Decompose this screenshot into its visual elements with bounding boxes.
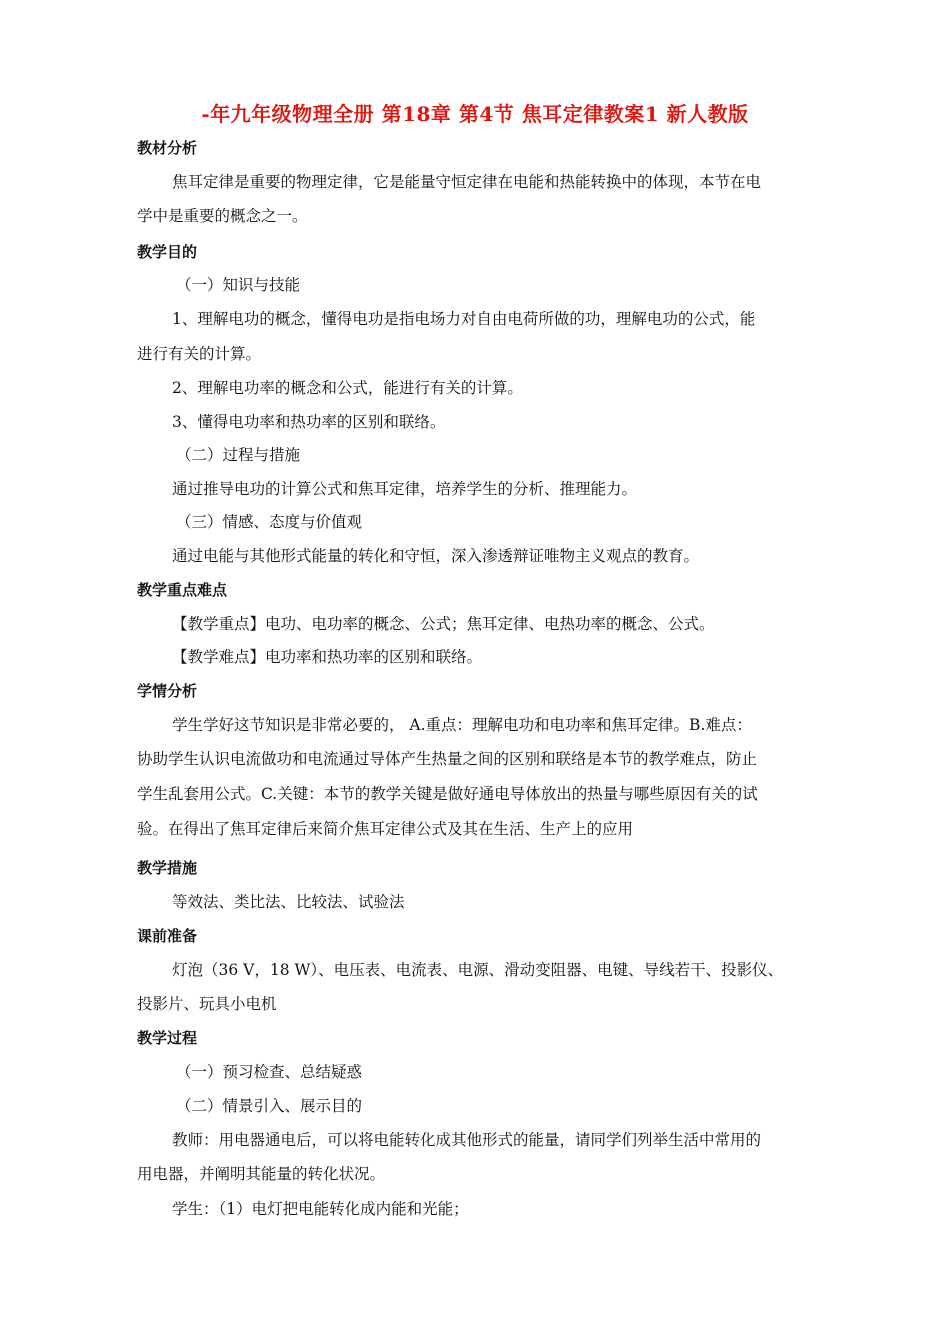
heading-goals: 教学目的 [137, 243, 198, 261]
heading-prep: 课前准备 [137, 927, 198, 945]
prep-line2: 投影片、玩具小电机 [137, 995, 277, 1013]
students-line1: 学生学好这节知识是非常必要的， A.重点：理解电功和电功率和焦耳定律。B.难点： [172, 716, 752, 734]
goals-item3: 3、懂得电功率和热功率的区别和联络。 [172, 413, 446, 431]
process-student-line1: 学生：（1）电灯把电能转化成内能和光能； [172, 1200, 469, 1218]
students-line4: 验。在得出了焦耳定律后来简介焦耳定律公式及其在生活、生产上的应用 [137, 820, 634, 838]
heading-keypoints: 教学重点难点 [137, 581, 228, 599]
methods-text: 等效法、类比法、比较法、试验法 [172, 893, 405, 911]
goals-item2: 2、理解电功率的概念和公式，能进行有关的计算。 [172, 379, 523, 397]
process-teacher-line1: 教师：用电器通电后，可以将电能转化成其他形式的能量，请同学们列举生活中常用的 [172, 1131, 762, 1149]
goals-attitude-text: 通过电能与其他形式能量的转化和守恒，深入渗透辩证唯物主义观点的教育。 [172, 547, 700, 565]
students-line3: 学生乱套用公式。C.关键：本节的教学关键是做好通电导体放出的热量与哪些原因有关的试 [137, 785, 758, 803]
prep-line1: 灯泡（36 V，18 W）、电压表、电流表、电源、滑动变阻器、电键、导线若干、投影仪、 [172, 961, 784, 979]
keypoints-focus: 【教学重点】电功、电功率的概念、公式；焦耳定律、电热功率的概念、公式。 [172, 615, 715, 633]
students-line2: 协助学生认识电流做功和电流通过导体产生热量之间的区别和联络是本节的教学难点，防止 [137, 750, 758, 768]
process-teacher-line2: 用电器，并阐明其能量的转化状况。 [137, 1165, 386, 1183]
heading-methods: 教学措施 [137, 859, 198, 877]
goals-subheading-process: （二）过程与措施 [176, 446, 301, 464]
process-subheading-preview: （一）预习检查、总结疑惑 [176, 1063, 363, 1081]
heading-students: 学情分析 [137, 682, 198, 700]
analysis-paragraph-line1: 焦耳定律是重要的物理定律，它是能量守恒定律在电能和热能转换中的体现，本节在电 [172, 173, 762, 191]
process-subheading-intro: （二）情景引入、展示目的 [176, 1097, 363, 1115]
goals-item1-line2: 进行有关的计算。 [137, 345, 262, 363]
analysis-paragraph-line2: 学中是重要的概念之一。 [137, 207, 308, 225]
document-title: -年九年级物理全册 第18章 第4节 焦耳定律教案1 新人教版 [201, 102, 749, 126]
goals-subheading-knowledge: （一）知识与技能 [176, 276, 301, 294]
goals-process-text: 通过推导电功的计算公式和焦耳定律，培养学生的分析、推理能力。 [172, 480, 638, 498]
goals-item1-line1: 1、理解电功的概念，懂得电功是指电场力对自由电荷所做的功，理解电功的公式，能 [172, 310, 756, 328]
heading-process: 教学过程 [137, 1029, 198, 1047]
keypoints-difficulty: 【教学难点】电功率和热功率的区别和联络。 [172, 648, 483, 666]
goals-subheading-attitude: （三）情感、态度与价值观 [176, 513, 363, 531]
heading-analysis: 教材分析 [137, 139, 198, 157]
